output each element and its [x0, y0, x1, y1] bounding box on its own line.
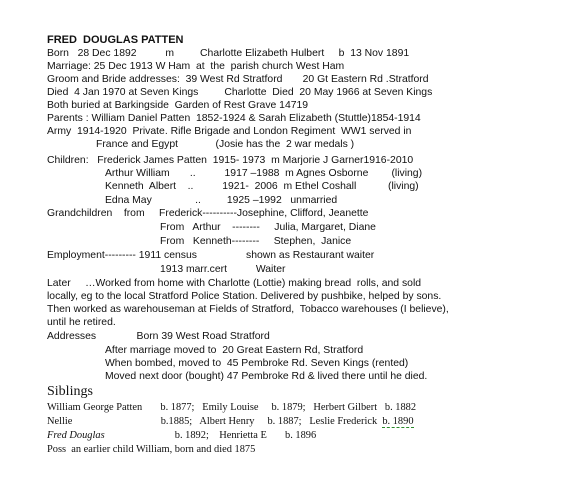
grandchildren-line: From Arthur -------- Julia, Margaret, Diane — [160, 222, 376, 233]
parents-line: Parents : William Daniel Patten 1852-1924 & Sarah Elizabeth (Stuttle)1854-1914 — [47, 113, 421, 124]
sibling-row-text: Nellie b.1885; Albert Henry b. 1887; Leslie Frederick — [47, 416, 383, 427]
address-history-line: Addresses Born 39 West Road Stratford — [47, 331, 270, 342]
later-paragraph-line: until he retired. — [47, 317, 116, 328]
document-title: FRED DOUGLAS PATTEN — [47, 34, 184, 46]
children-line: Arthur William .. 1917 –1988 m Agnes Osborne (living) — [105, 168, 423, 179]
subject-name: Fred Douglas — [47, 430, 105, 441]
sibling-row-text: b. 1892; Henrietta E b. 1896 — [104, 430, 317, 441]
burial-line: Both buried at Barkingside Garden of Rest Grave 14719 — [47, 100, 309, 111]
sibling-note: Poss an earlier child William, born and died 1875 — [47, 444, 256, 455]
army-line-cont: France and Egypt (Josie has the 2 war medals ) — [96, 139, 355, 150]
sibling-birth-year: b. 1890 — [382, 416, 414, 427]
children-line: Children: Frederick James Patten 1915- 1973 m Marjorie J Garner1916-2010 — [47, 155, 414, 166]
later-paragraph-line: Later …Worked from home with Charlotte (Lottie) making bread rolls, and sold — [47, 278, 422, 289]
children-line: Kenneth Albert .. 1921- 2006 m Ethel Coshall (living) — [105, 181, 419, 192]
addresses-line: Groom and Bride addresses: 39 West Rd Stratford 20 Gt Eastern Rd .Stratford — [47, 74, 429, 85]
children-line: Edna May .. 1925 –1992 unmarried — [105, 195, 338, 206]
address-history-line: Moved next door (bought) 47 Pembroke Rd & lived there until he died. — [105, 371, 428, 382]
later-paragraph-line: locally, eg to the local Stratford Police Station. Delivered by pushbike, helped by sons. — [47, 291, 442, 302]
birth-line: Born 28 Dec 1892 m Charlotte Elizabeth Hulbert b 13 Nov 1891 — [47, 48, 410, 59]
later-paragraph-line: Then worked as warehouseman at Fields of Stratford, Tobacco warehouses (I believe), — [47, 304, 449, 315]
death-line: Died 4 Jan 1970 at Seven Kings Charlotte Died 20 May 1966 at Seven Kings — [47, 87, 433, 98]
sibling-row: William George Patten b. 1877; Emily Louise b. 1879; Herbert Gilbert b. 1882 — [47, 402, 417, 413]
siblings-heading: Siblings — [47, 384, 93, 399]
employment-line-cont: 1913 marr.cert Waiter — [160, 264, 286, 275]
employment-line: Employment--------- 1911 census shown as Restaurant waiter — [47, 250, 375, 261]
address-history-line: When bombed, moved to 45 Pembroke Rd. Seven Kings (rented) — [105, 358, 409, 369]
grandchildren-line: From Kenneth-------- Stephen, Janice — [160, 236, 352, 247]
sibling-row — [47, 430, 316, 442]
army-line: Army 1914-1920 Private. Rifle Brigade and London Regiment WW1 served in — [47, 126, 412, 137]
address-history-line: After marriage moved to 20 Great Eastern Rd, Stratford — [105, 345, 364, 356]
sibling-row — [47, 416, 414, 428]
grandchildren-line: Grandchildren from Frederick----------Josephine, Clifford, Jeanette — [47, 208, 369, 219]
marriage-line: Marriage: 25 Dec 1913 W Ham at the parish church West Ham — [47, 61, 345, 72]
